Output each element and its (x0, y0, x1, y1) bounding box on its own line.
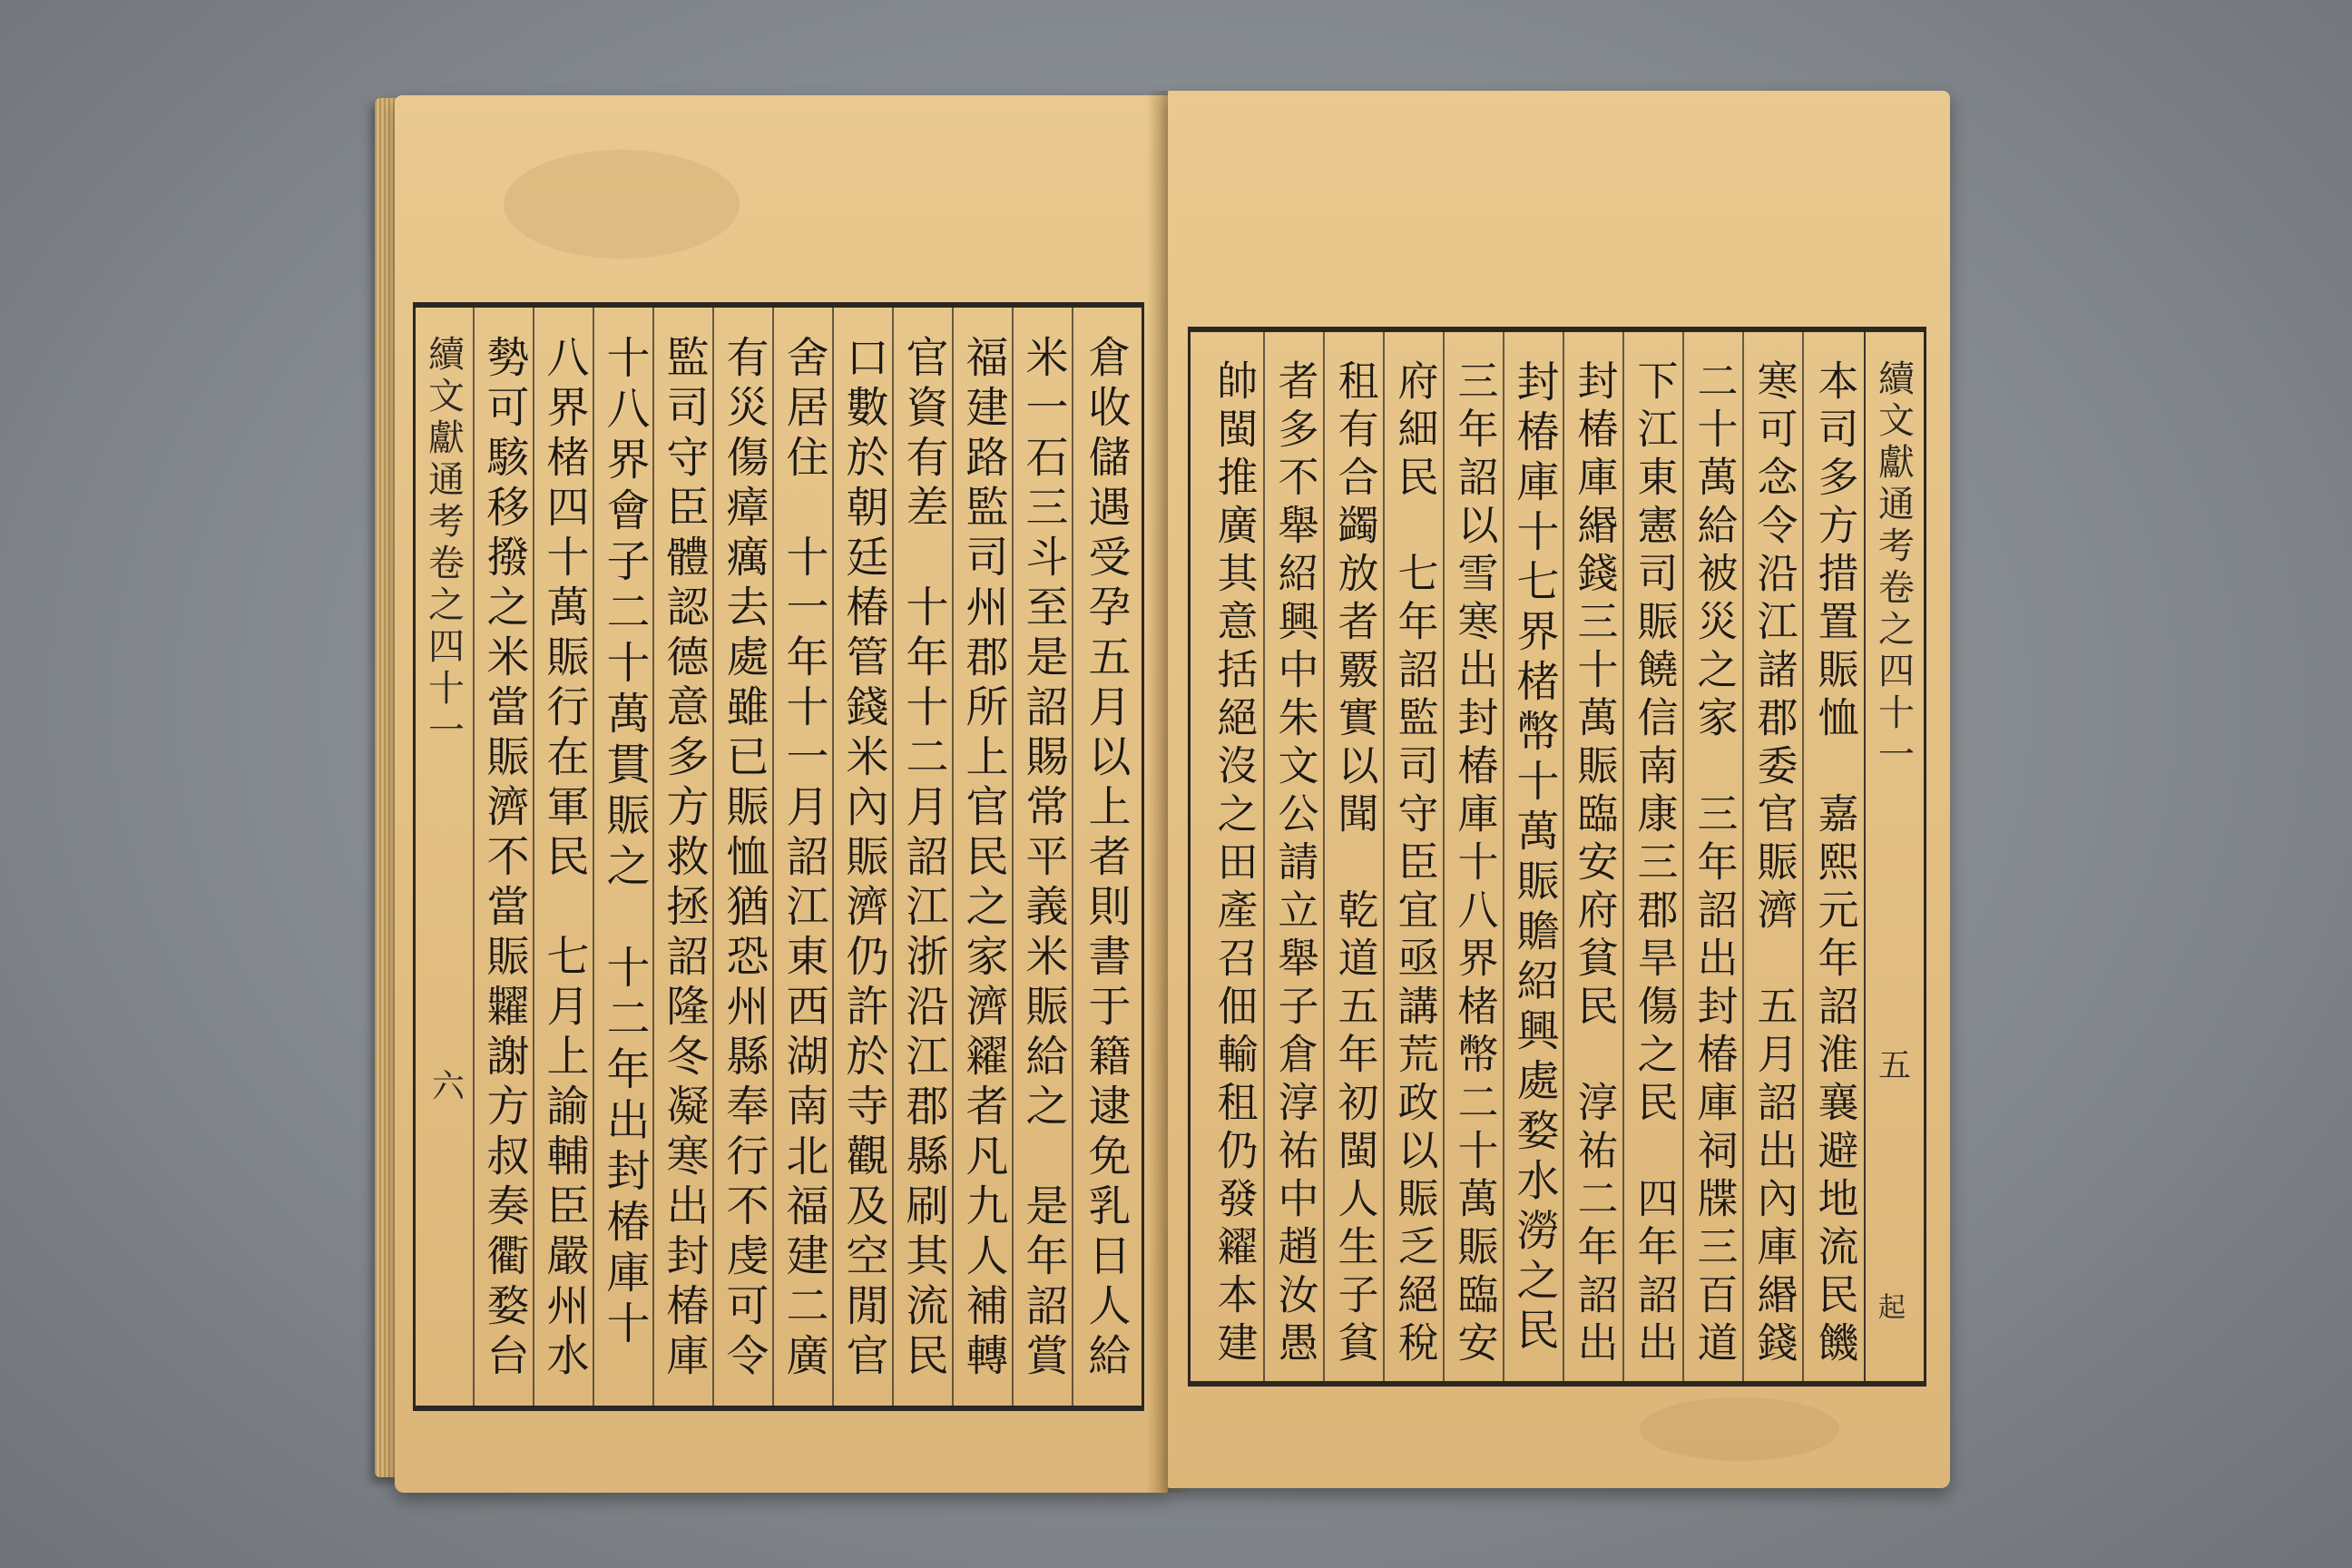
right-col-3-text: 二十萬給被災之家 三年詔出封椿庫祠牒三百道 (1690, 359, 1739, 1369)
right-col-7 (1445, 332, 1504, 1381)
right-col-1-text: 本司多方措置賑恤 嘉熙元年詔淮襄避地流民饑 (1810, 359, 1859, 1369)
left-col-4-text: 官資有差 十年十二月詔江浙沿江郡縣刷其流民 (898, 335, 949, 1383)
right-col-8-text: 府細民 七年詔監司守臣宜亟講荒政以賑乏絕稅 (1390, 359, 1439, 1369)
left-col-6-text: 舍居住 十一年十一月詔江東西湖南北福建二廣 (779, 335, 829, 1383)
right-col-10 (1265, 332, 1325, 1381)
left-col-10-text: 八界楮四十萬賑行在軍民 七月上諭輔臣嚴州水 (539, 335, 590, 1383)
right-col-6 (1504, 332, 1564, 1381)
right-col-7-text: 三年詔以雪寒出封椿庫十八界楮幣二十萬賑臨安 (1450, 359, 1499, 1369)
left-page-number: 六 (432, 1068, 466, 1105)
right-col-3 (1684, 332, 1744, 1381)
left-col-9 (594, 308, 654, 1406)
right-col-6-text: 封椿庫十七界楮幣十萬賑贍紹興處婺水澇之民 (1509, 359, 1560, 1357)
paper-stain (504, 150, 740, 259)
left-col-10 (534, 308, 594, 1406)
right-col-8 (1385, 332, 1445, 1381)
right-col-2 (1744, 332, 1804, 1381)
left-col-8 (654, 308, 714, 1406)
left-col-6 (774, 308, 834, 1406)
right-col-9-text: 租有合蠲放者覈實以聞 乾道五年初閩人生子貧 (1330, 359, 1379, 1369)
right-col-11-text: 帥閩推廣其意括絕沒之田產召佃輸租仍發糴本建 (1210, 359, 1259, 1369)
right-col-4 (1624, 332, 1684, 1381)
left-banxin-title: 續文獻通考卷之四十一 (422, 335, 465, 752)
left-col-11-text: 勢可駭移撥之米當賑濟不當賑糶謝方叔奏衢婺台 (479, 335, 530, 1383)
right-col-10-text: 者多不舉紹興中朱文公請立舉子倉淳祐中趙汝愚 (1270, 359, 1319, 1369)
right-col-11 (1203, 332, 1265, 1381)
right-col-1 (1804, 332, 1866, 1381)
left-col-4 (894, 308, 954, 1406)
right-banxin-column (1866, 332, 1922, 1381)
right-col-5-text: 封椿庫緡錢三十萬賑臨安府貧民 淳祐二年詔出 (1570, 359, 1619, 1369)
left-col-8-text: 監司守臣體認德意多方救拯詔隆冬凝寒出封椿庫 (659, 335, 710, 1383)
left-col-11 (475, 308, 534, 1406)
right-col-9 (1325, 332, 1385, 1381)
paper-stain (1640, 1397, 1839, 1461)
left-col-3 (954, 308, 1014, 1406)
right-page-number: 五 (1878, 1047, 1912, 1084)
right-col-5 (1564, 332, 1624, 1381)
left-col-5 (834, 308, 894, 1406)
left-col-7 (714, 308, 774, 1406)
left-col-2-text: 米一石三斗至是詔賜常平義米賑給之 是年詔賞 (1018, 335, 1069, 1383)
right-text-frame (1188, 327, 1926, 1387)
open-book (368, 82, 1960, 1497)
right-corner-mark: 起 (1878, 1292, 1906, 1324)
left-col-5-text: 口數於朝廷椿管錢米內賑濟仍許於寺觀及空閒官 (838, 335, 889, 1383)
right-banxin-title: 續文獻通考卷之四十一 (1872, 359, 1915, 777)
left-page (395, 95, 1168, 1493)
left-col-2 (1014, 308, 1073, 1406)
right-col-2-text: 寒可念令沿江諸郡委官賑濟 五月詔出內庫緡錢 (1749, 359, 1798, 1369)
right-page (1168, 91, 1950, 1488)
left-col-1-text: 倉收儲遇受孕五月以上者則書于籍逮免乳日人給 (1081, 335, 1132, 1383)
left-col-7-text: 有災傷瘴癘去處雖已賑恤猶恐州縣奉行不虔可令 (719, 335, 769, 1383)
right-col-4-text: 下江東憲司賑饒信南康三郡旱傷之民 四年詔出 (1630, 359, 1679, 1369)
left-text-frame (413, 302, 1144, 1411)
left-banxin-column (416, 308, 472, 1406)
left-col-1 (1073, 308, 1139, 1406)
left-col-3-text: 福建路監司州郡所上官民之家濟糴者凡九人補轉 (958, 335, 1009, 1383)
left-col-9-text: 十八界會子二十萬貫賑之 十二年出封椿庫十 (599, 335, 650, 1351)
